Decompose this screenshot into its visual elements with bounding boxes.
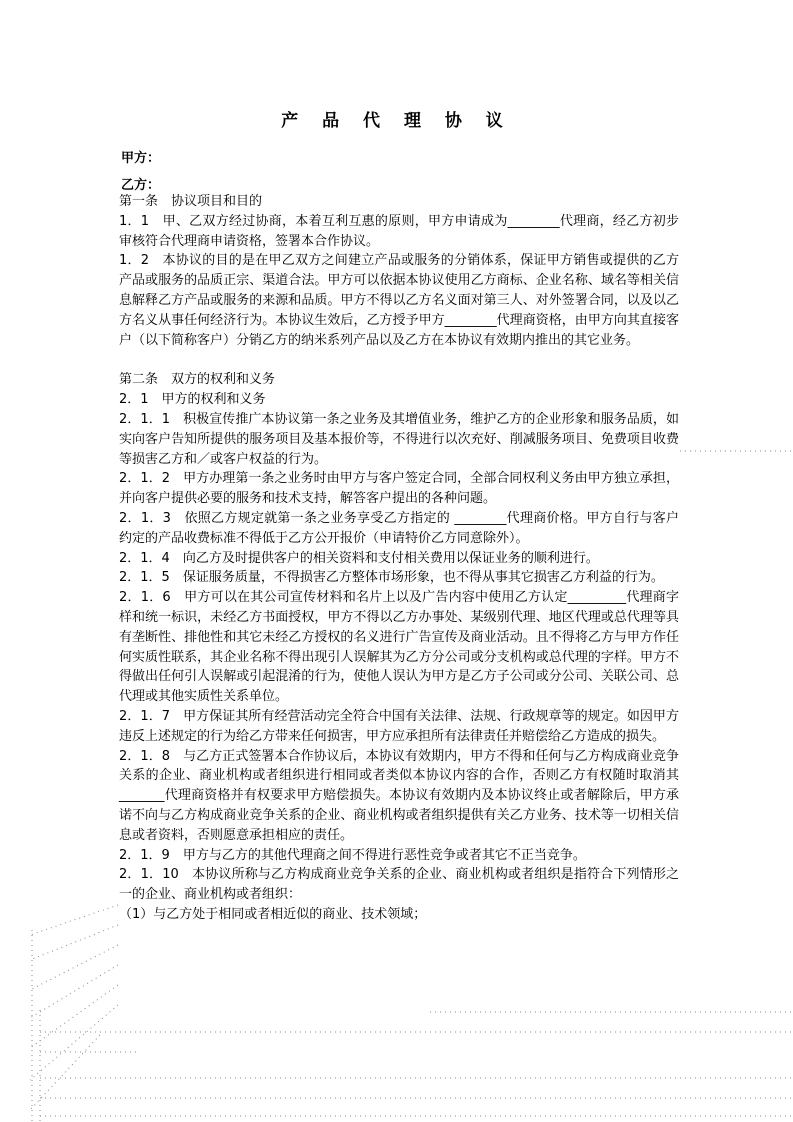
clause-2-1-6: 2．1．6 甲方可以在其公司宣传材料和名片上以及广告内容中使用乙方认定_________代理商字样和统一标识，未经乙方书面授权，甲方不得以乙方办事处、某级别代理、地区代理或总代理等具有垄断性、排他性和其它未经乙方授权的名义进行广告宣传及商业活动。且不得将乙方与甲方作任何实质性联系，其企业名称不得出现引人误解其为乙方分公司或分支机构或总代理的字样。甲方不得做出任何引人误解或引起混淆的行为，使他人误认为甲方是乙方子公司或分公司、关联公司、总代理或其他实质性关系单位。 (119, 590, 679, 705)
article-1-heading: 第一条 协议项目和目的 (119, 194, 263, 209)
party-a-label: 甲方： (121, 151, 161, 166)
clause-2-1-10-item-1: （1）与乙方处于相同或者相近似的商业、技术领域； (119, 906, 427, 922)
clause-2-1-4: 2．1．4 向乙方及时提供客户的相关资料和支付相关费用以保证业务的顺利进行。 (119, 550, 599, 566)
clause-2-1-3: 2．1．3 依照乙方规定就第一条之业务享受乙方指定的 ________代理商价格。甲方自行与客户约定的产品收费标准不得低于乙方公开报价（申请特价乙方同意除外）。 (119, 510, 679, 546)
article-2-heading: 第二条 双方的权利和义务 (119, 372, 276, 388)
clause-1-1: 1．1 甲、乙双方经过协商，本着互利互惠的原则，甲方申请成为________代理商，经乙方初步审核符合代理商申请资格，签署本合作协议。 (119, 213, 679, 249)
clause-2-1-7: 2．1．7 甲方保证其所有经营活动完全符合中国有关法律、法规、行政规章等的规定。如因甲方违反上述规定的行为给乙方带来任何损害，甲方应承担所有法律责任并赔偿给乙方造成的损失。 (119, 708, 679, 744)
clause-1-2: 1．2 本协议的目的是在甲乙双方之间建立产品或服务的分销体系，保证甲方销售或提供的乙方产品或服务的品质正宗、渠道合法。甲方可以依据本协议使用乙方商标、企业名称、域名等相关信息解释乙方产品或服务的来源和品质。甲方不得以乙方名义面对第三人、对外签署合同，以及以乙方名义从事任何经济行为。本协议生效后，乙方授予甲方________代理商资格，由甲方向其直接客户（以下简称客户）分销乙方的纳米系列产品以及乙方在本协议有效期内推出的其它业务。 (119, 253, 679, 348)
agreement-body (119, 192, 679, 925)
clause-2-1-2: 2．1．2 甲方办理第一条之业务时由甲方与客户签定合同，全部合同权利义务由甲方独立承担，并向客户提供必要的服务和技术支持，解答客户提出的各种问题。 (119, 471, 679, 507)
clause-2-1: 2．1 甲方的权利和义务 (119, 392, 266, 408)
party-b-label: 乙方： (121, 178, 161, 193)
clause-2-1-9: 2．1．9 甲方与乙方的其他代理商之间不得进行恶性竞争或者其它不正当竞争。 (119, 847, 586, 863)
clause-2-1-1: 2．1．1 积极宣传推广本协议第一条之业务及其增值业务，维护乙方的企业形象和服务品质，如实向客户告知所提供的服务项目及基本报价等，不得进行以次充好、削减服务项目、免费项目收费等损害乙方和／或客户权益的行为。 (119, 411, 679, 467)
paragraph-spacer (119, 350, 679, 370)
document-title: 产 品 代 理 协 议 (281, 111, 512, 131)
clause-2-1-8: 2．1．8 与乙方正式签署本合作协议后，本协议有效期内，甲方不得和任何与乙方构成商业竞争关系的企业、商业机构或者组织进行相同或者类似本协议内容的合作，否则乙方有权随时取消其_______代理商资格并有权要求甲方赔偿损失。本协议有效期内及本协议终止或者解除后，甲方承诺不向与乙方构成商业竞争关系的企业、商业机构或者组织提供有关乙方业务、技术等一切相关信息或者资料，否则愿意承担相应的责任。 (119, 748, 679, 843)
clause-2-1-10: 2．1．10 本协议所称与乙方构成商业竞争关系的企业、商业机构或者组织是指符合下列情形之一的企业、商业机构或者组织： (119, 867, 679, 903)
clause-2-1-5: 2．1．5 保证服务质量，不得损害乙方整体市场形象，也不得从事其它损害乙方利益的行为。 (119, 570, 664, 586)
